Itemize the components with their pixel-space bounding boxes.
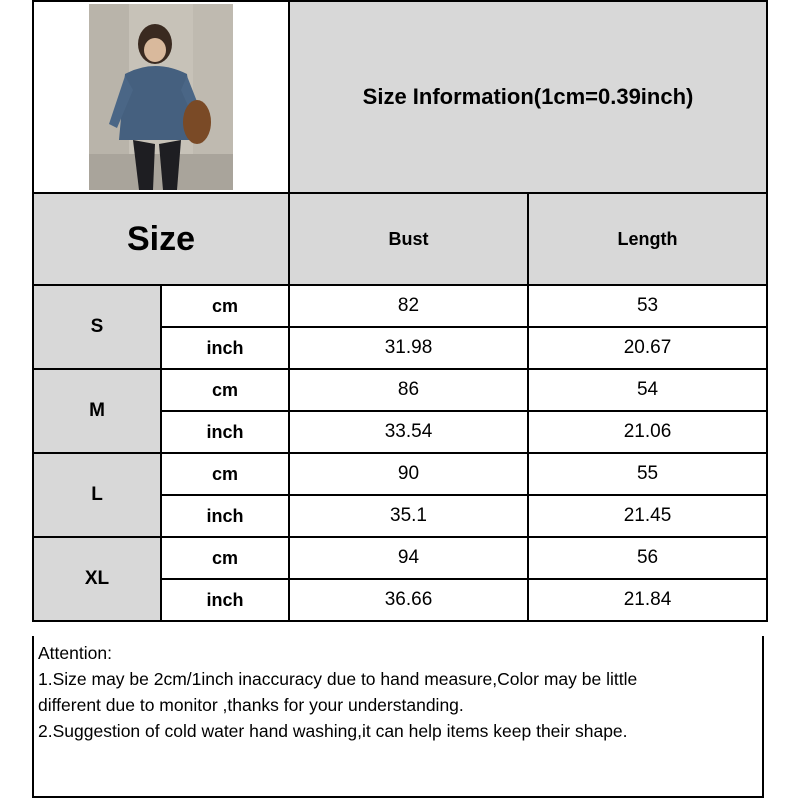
unit-label: inch <box>161 411 289 453</box>
attention-heading: Attention: <box>38 643 112 663</box>
size-label-l: L <box>33 453 161 537</box>
length-value: 20.67 <box>528 327 767 369</box>
unit-label: cm <box>161 453 289 495</box>
size-table <box>32 0 768 622</box>
attention-line-2: different due to monitor ,thanks for your understanding. <box>38 695 464 715</box>
bust-value: 86 <box>289 369 528 411</box>
table-row <box>33 369 767 411</box>
unit-label: cm <box>161 369 289 411</box>
table-row <box>33 285 767 327</box>
bust-value: 90 <box>289 453 528 495</box>
size-column-header: Size <box>33 193 289 285</box>
size-chart <box>32 0 768 800</box>
bust-value: 33.54 <box>289 411 528 453</box>
bust-value: 31.98 <box>289 327 528 369</box>
length-value: 53 <box>528 285 767 327</box>
size-label-s: S <box>33 285 161 369</box>
unit-label: cm <box>161 537 289 579</box>
bust-column-header: Bust <box>289 193 528 285</box>
table-row <box>33 453 767 495</box>
length-value: 21.45 <box>528 495 767 537</box>
unit-label: inch <box>161 495 289 537</box>
length-value: 21.06 <box>528 411 767 453</box>
product-photo <box>89 4 233 190</box>
bust-value: 35.1 <box>289 495 528 537</box>
attention-line-3: 2.Suggestion of cold water hand washing,it can help items keep their shape. <box>38 721 628 741</box>
product-photo-cell <box>33 1 289 193</box>
length-value: 54 <box>528 369 767 411</box>
length-column-header: Length <box>528 193 767 285</box>
unit-label: inch <box>161 327 289 369</box>
bust-value: 36.66 <box>289 579 528 621</box>
bust-value: 82 <box>289 285 528 327</box>
product-photo-image <box>89 4 233 190</box>
unit-label: inch <box>161 579 289 621</box>
length-value: 55 <box>528 453 767 495</box>
size-label-xl: XL <box>33 537 161 621</box>
unit-label: cm <box>161 285 289 327</box>
size-info-title: Size Information(1cm=0.39inch) <box>289 1 767 193</box>
size-label-m: M <box>33 369 161 453</box>
length-value: 21.84 <box>528 579 767 621</box>
table-row <box>33 537 767 579</box>
length-value: 56 <box>528 537 767 579</box>
attention-line-1: 1.Size may be 2cm/1inch inaccuracy due to hand measure,Color may be little <box>38 669 638 689</box>
attention-notes <box>32 636 764 798</box>
bust-value: 94 <box>289 537 528 579</box>
